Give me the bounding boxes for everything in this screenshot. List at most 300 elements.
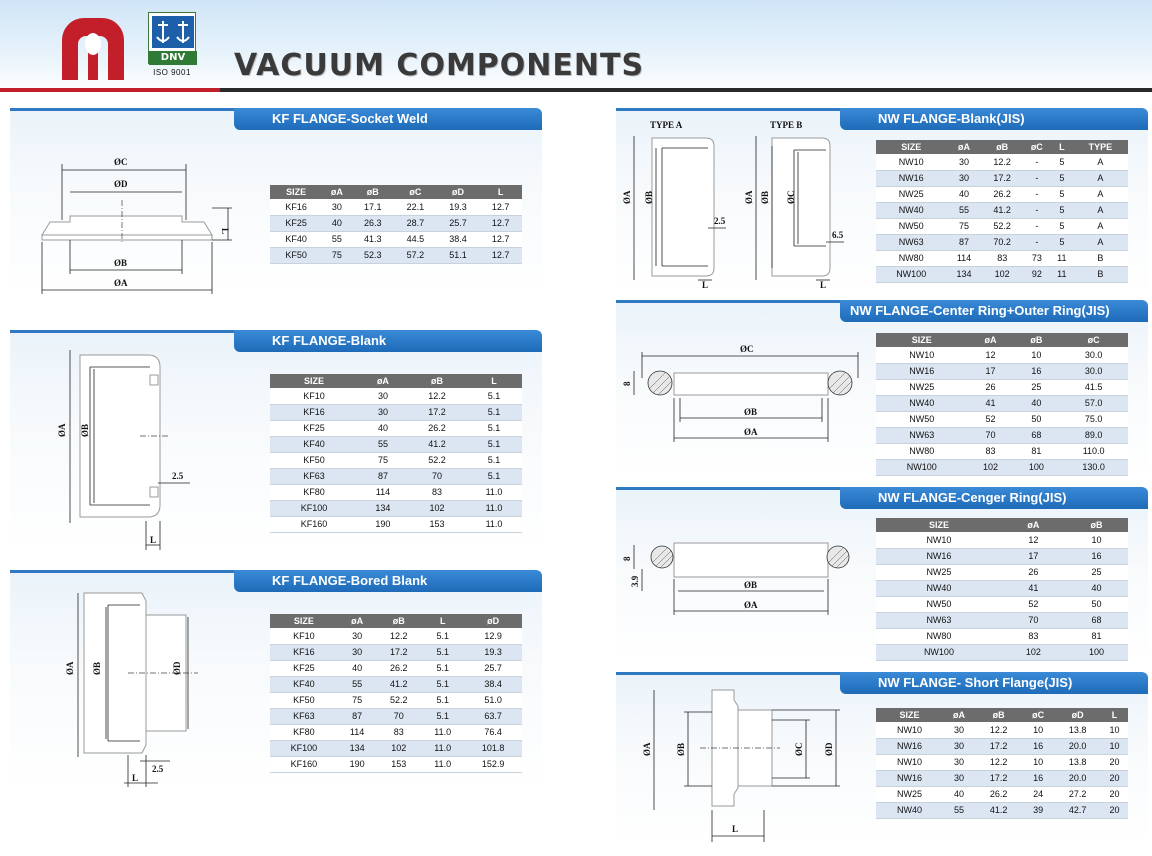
table-row bbox=[270, 724, 522, 740]
table-row bbox=[876, 754, 1128, 770]
kf-bored-blank-diagram bbox=[65, 585, 218, 790]
table-row bbox=[270, 756, 522, 772]
value-cell: 41 bbox=[968, 395, 1014, 411]
column-header: SIZE bbox=[270, 374, 358, 388]
size-cell: KF160 bbox=[270, 756, 338, 772]
table-row bbox=[876, 379, 1128, 395]
table-header-row bbox=[876, 333, 1128, 347]
value-cell: 134 bbox=[358, 500, 408, 516]
value-cell: 17.2 bbox=[376, 644, 421, 660]
value-cell: 5 bbox=[1051, 170, 1073, 186]
value-cell: 75 bbox=[358, 452, 408, 468]
table-row bbox=[876, 202, 1128, 218]
value-cell: 51.1 bbox=[437, 247, 480, 263]
value-cell: 20 bbox=[1101, 802, 1128, 818]
table-row bbox=[876, 218, 1128, 234]
value-cell: 17 bbox=[1002, 548, 1065, 564]
table-row bbox=[876, 395, 1128, 411]
table-row bbox=[270, 708, 522, 724]
value-cell: B bbox=[1073, 250, 1128, 266]
size-cell: NW25 bbox=[876, 786, 943, 802]
size-cell: NW25 bbox=[876, 564, 1002, 580]
table-row bbox=[876, 234, 1128, 250]
value-cell: 30 bbox=[943, 722, 975, 738]
value-cell: 44.5 bbox=[394, 231, 437, 247]
value-cell: 12 bbox=[968, 347, 1014, 363]
value-cell: 25 bbox=[1013, 379, 1059, 395]
dim-label-c: ØC bbox=[114, 157, 128, 167]
value-cell: 30 bbox=[358, 404, 408, 420]
value-cell: 5 bbox=[1051, 154, 1073, 170]
size-cell: KF50 bbox=[270, 247, 322, 263]
value-cell: 40 bbox=[943, 786, 975, 802]
table-row bbox=[876, 170, 1128, 186]
value-cell: 83 bbox=[1002, 628, 1065, 644]
value-cell: 50 bbox=[1065, 596, 1128, 612]
value-cell: 87 bbox=[946, 234, 981, 250]
dim-label-b: ØB bbox=[644, 190, 654, 204]
table-row bbox=[876, 363, 1128, 379]
size-cell: NW100 bbox=[876, 459, 968, 475]
table-row bbox=[876, 786, 1128, 802]
value-cell: A bbox=[1073, 234, 1128, 250]
table-row bbox=[270, 676, 522, 692]
value-cell: 100 bbox=[1065, 644, 1128, 660]
value-cell: 38.4 bbox=[437, 231, 480, 247]
size-cell: NW63 bbox=[876, 427, 968, 443]
size-cell: NW10 bbox=[876, 754, 943, 770]
value-cell: 41.2 bbox=[408, 436, 466, 452]
dim-label-b: ØB bbox=[676, 742, 686, 756]
table-row bbox=[876, 347, 1128, 363]
value-cell: 73 bbox=[1023, 250, 1051, 266]
value-cell: A bbox=[1073, 170, 1128, 186]
table-row bbox=[270, 484, 522, 500]
table-row bbox=[270, 420, 522, 436]
value-cell: 30 bbox=[358, 388, 408, 404]
dim-label-a: ØA bbox=[744, 600, 758, 610]
section-title: KF FLANGE-Socket Weld bbox=[234, 108, 542, 130]
size-cell: KF16 bbox=[270, 644, 338, 660]
panel-rule bbox=[10, 108, 235, 111]
section-title: NW FLANGE-Cenger Ring(JIS) bbox=[840, 487, 1148, 509]
table-header-row bbox=[270, 374, 522, 388]
section-title: NW FLANGE- Short Flange(JIS) bbox=[840, 672, 1148, 694]
size-cell: KF16 bbox=[270, 404, 358, 420]
value-cell: 26.2 bbox=[408, 420, 466, 436]
value-cell: 26 bbox=[968, 379, 1014, 395]
column-header: TYPE bbox=[1073, 140, 1128, 154]
table-row bbox=[876, 628, 1128, 644]
value-cell: 41.5 bbox=[1059, 379, 1128, 395]
value-cell: 57.0 bbox=[1059, 395, 1128, 411]
value-cell: 68 bbox=[1013, 427, 1059, 443]
value-cell: 5.1 bbox=[421, 660, 464, 676]
value-cell: 16 bbox=[1022, 738, 1054, 754]
value-cell: 11.0 bbox=[466, 500, 522, 516]
value-cell: 11 bbox=[1051, 266, 1073, 282]
value-cell: 12.7 bbox=[479, 231, 522, 247]
value-cell: 20 bbox=[1101, 786, 1128, 802]
nw-center-ring-diagram bbox=[620, 535, 870, 625]
value-cell: 5.1 bbox=[421, 708, 464, 724]
panel-rule bbox=[616, 672, 841, 675]
size-cell: NW50 bbox=[876, 218, 946, 234]
dim-label-b: ØB bbox=[114, 258, 128, 268]
size-cell: NW25 bbox=[876, 186, 946, 202]
value-cell: A bbox=[1073, 202, 1128, 218]
dim-label-l-a: L bbox=[702, 280, 709, 290]
value-cell: 52.2 bbox=[982, 218, 1023, 234]
value-cell: 17.2 bbox=[975, 738, 1022, 754]
size-cell: NW50 bbox=[876, 411, 968, 427]
table-row bbox=[876, 770, 1128, 786]
size-cell: KF40 bbox=[270, 676, 338, 692]
table-row bbox=[876, 459, 1128, 475]
table-row bbox=[876, 802, 1128, 818]
dim-label-l: L bbox=[150, 535, 157, 545]
value-cell: 13.8 bbox=[1054, 722, 1101, 738]
dnv-certification-logo bbox=[148, 12, 196, 84]
panel-rule bbox=[616, 487, 841, 490]
column-header: øC bbox=[1023, 140, 1051, 154]
nw-blank-diagram bbox=[622, 118, 852, 288]
value-cell: 40 bbox=[1065, 580, 1128, 596]
table-row bbox=[270, 436, 522, 452]
dim-label-a: ØA bbox=[642, 742, 652, 756]
dim-label-thickness-a: 2.5 bbox=[714, 216, 726, 226]
column-header: SIZE bbox=[876, 140, 946, 154]
dim-label-thickness: 2.5 bbox=[172, 471, 184, 481]
value-cell: 19.3 bbox=[464, 644, 522, 660]
value-cell: 114 bbox=[338, 724, 376, 740]
value-cell: 41.2 bbox=[376, 676, 421, 692]
value-cell: 19.3 bbox=[437, 199, 480, 215]
value-cell: 42.7 bbox=[1054, 802, 1101, 818]
size-cell: KF40 bbox=[270, 231, 322, 247]
value-cell: 17 bbox=[968, 363, 1014, 379]
value-cell: 52.2 bbox=[376, 692, 421, 708]
dim-label-w: 3.9 bbox=[630, 575, 640, 587]
table-row bbox=[270, 628, 522, 644]
dim-label-b: ØB bbox=[744, 407, 758, 417]
value-cell: 5.1 bbox=[466, 468, 522, 484]
value-cell: 5.1 bbox=[466, 436, 522, 452]
value-cell: 12 bbox=[1002, 532, 1065, 548]
table-row bbox=[876, 411, 1128, 427]
value-cell: 55 bbox=[358, 436, 408, 452]
section-title: KF FLANGE-Bored Blank bbox=[234, 570, 542, 592]
value-cell: 28.7 bbox=[394, 215, 437, 231]
table-row bbox=[876, 580, 1128, 596]
table-header-row bbox=[876, 518, 1128, 532]
value-cell: 152.9 bbox=[464, 756, 522, 772]
value-cell: 16 bbox=[1065, 548, 1128, 564]
size-cell: KF160 bbox=[270, 516, 358, 532]
size-cell: NW16 bbox=[876, 770, 943, 786]
table-row bbox=[270, 199, 522, 215]
value-cell: 10 bbox=[1065, 532, 1128, 548]
value-cell: 17.2 bbox=[975, 770, 1022, 786]
value-cell: 70 bbox=[408, 468, 466, 484]
value-cell: - bbox=[1023, 170, 1051, 186]
column-header: øB bbox=[351, 185, 394, 199]
size-cell: KF63 bbox=[270, 468, 358, 484]
value-cell: 10 bbox=[1101, 722, 1128, 738]
column-header: øB bbox=[376, 614, 421, 628]
size-cell: NW100 bbox=[876, 266, 946, 282]
dim-label-h: 8 bbox=[622, 381, 632, 386]
spec-table-nw-center-outer-ring bbox=[876, 333, 1128, 476]
size-cell: NW50 bbox=[876, 596, 1002, 612]
value-cell: 102 bbox=[408, 500, 466, 516]
value-cell: 5.1 bbox=[421, 676, 464, 692]
column-header: øD bbox=[464, 614, 522, 628]
column-header: øA bbox=[1002, 518, 1065, 532]
kf-blank-diagram bbox=[57, 345, 210, 555]
value-cell: 83 bbox=[408, 484, 466, 500]
value-cell: 5.1 bbox=[466, 388, 522, 404]
size-cell: KF16 bbox=[270, 199, 322, 215]
dim-label-thickness: 2.5 bbox=[152, 764, 164, 774]
table-header-row bbox=[270, 185, 522, 199]
value-cell: 11.0 bbox=[466, 516, 522, 532]
table-row bbox=[876, 266, 1128, 282]
company-logo bbox=[62, 14, 124, 80]
value-cell: 30.0 bbox=[1059, 363, 1128, 379]
table-header-row bbox=[876, 708, 1128, 722]
column-header: øC bbox=[394, 185, 437, 199]
value-cell: 102 bbox=[982, 266, 1023, 282]
value-cell: 26.3 bbox=[351, 215, 394, 231]
value-cell: 81 bbox=[1013, 443, 1059, 459]
type-a-label: TYPE A bbox=[650, 120, 683, 130]
value-cell: 114 bbox=[946, 250, 981, 266]
dim-label-a-b: ØA bbox=[744, 190, 754, 204]
value-cell: 30 bbox=[946, 170, 981, 186]
value-cell: 40 bbox=[322, 215, 351, 231]
value-cell: 87 bbox=[338, 708, 376, 724]
size-cell: NW16 bbox=[876, 363, 968, 379]
value-cell: 5 bbox=[1051, 218, 1073, 234]
value-cell: 11 bbox=[1051, 250, 1073, 266]
value-cell: 5.1 bbox=[466, 452, 522, 468]
table-row bbox=[270, 468, 522, 484]
table-row bbox=[270, 404, 522, 420]
column-header: L bbox=[466, 374, 522, 388]
value-cell: 20.0 bbox=[1054, 770, 1101, 786]
dim-label-a: ØA bbox=[622, 190, 632, 204]
panel-rule bbox=[10, 570, 235, 573]
value-cell: 26.2 bbox=[975, 786, 1022, 802]
spec-table-kf-bored-blank bbox=[270, 614, 522, 773]
value-cell: 12.9 bbox=[464, 628, 522, 644]
size-cell: KF80 bbox=[270, 724, 338, 740]
dim-label-b: ØB bbox=[92, 661, 102, 675]
dim-label-l: L bbox=[132, 773, 139, 783]
value-cell: 75 bbox=[322, 247, 351, 263]
value-cell: 52.3 bbox=[351, 247, 394, 263]
value-cell: 102 bbox=[376, 740, 421, 756]
column-header: øA bbox=[358, 374, 408, 388]
value-cell: 5 bbox=[1051, 186, 1073, 202]
column-header: øC bbox=[1059, 333, 1128, 347]
table-row bbox=[876, 644, 1128, 660]
value-cell: 40 bbox=[358, 420, 408, 436]
table-row bbox=[270, 247, 522, 263]
size-cell: NW40 bbox=[876, 202, 946, 218]
column-header: L bbox=[479, 185, 522, 199]
size-cell: NW16 bbox=[876, 548, 1002, 564]
value-cell: 12.2 bbox=[982, 154, 1023, 170]
value-cell: 22.1 bbox=[394, 199, 437, 215]
value-cell: 190 bbox=[338, 756, 376, 772]
size-cell: NW63 bbox=[876, 612, 1002, 628]
value-cell: 51.0 bbox=[464, 692, 522, 708]
value-cell: A bbox=[1073, 154, 1128, 170]
value-cell: 101.8 bbox=[464, 740, 522, 756]
value-cell: - bbox=[1023, 218, 1051, 234]
dim-label-b: ØB bbox=[80, 423, 90, 437]
value-cell: - bbox=[1023, 202, 1051, 218]
column-header: øB bbox=[1013, 333, 1059, 347]
size-cell: NW16 bbox=[876, 738, 943, 754]
table-row bbox=[270, 740, 522, 756]
value-cell: 83 bbox=[376, 724, 421, 740]
value-cell: 20 bbox=[1101, 770, 1128, 786]
value-cell: 10 bbox=[1022, 754, 1054, 770]
size-cell: KF50 bbox=[270, 452, 358, 468]
panel-rule bbox=[616, 108, 841, 111]
value-cell: 30.0 bbox=[1059, 347, 1128, 363]
value-cell: 30 bbox=[338, 628, 376, 644]
value-cell: 68 bbox=[1065, 612, 1128, 628]
spec-table-nw-center-ring bbox=[876, 518, 1128, 661]
value-cell: B bbox=[1073, 266, 1128, 282]
table-row bbox=[270, 516, 522, 532]
dim-label-l: L bbox=[732, 824, 739, 834]
size-cell: NW16 bbox=[876, 170, 946, 186]
value-cell: 30 bbox=[943, 770, 975, 786]
table-row bbox=[876, 186, 1128, 202]
value-cell: 25 bbox=[1065, 564, 1128, 580]
value-cell: 89.0 bbox=[1059, 427, 1128, 443]
dim-label-l-b: L bbox=[820, 280, 827, 290]
size-cell: KF40 bbox=[270, 436, 358, 452]
dnv-label: DNV bbox=[149, 51, 197, 65]
value-cell: 16 bbox=[1013, 363, 1059, 379]
value-cell: 83 bbox=[968, 443, 1014, 459]
value-cell: 38.4 bbox=[464, 676, 522, 692]
table-row bbox=[270, 231, 522, 247]
value-cell: 39 bbox=[1022, 802, 1054, 818]
size-cell: NW10 bbox=[876, 722, 943, 738]
value-cell: 20 bbox=[1101, 754, 1128, 770]
table-row bbox=[270, 500, 522, 516]
value-cell: 30 bbox=[943, 738, 975, 754]
value-cell: 41.3 bbox=[351, 231, 394, 247]
dim-label-a: ØA bbox=[744, 427, 758, 437]
value-cell: 75.0 bbox=[1059, 411, 1128, 427]
spec-table-nw-blank bbox=[876, 140, 1128, 283]
value-cell: 26.2 bbox=[982, 186, 1023, 202]
table-row bbox=[270, 692, 522, 708]
value-cell: 11.0 bbox=[421, 740, 464, 756]
value-cell: 55 bbox=[946, 202, 981, 218]
size-cell: NW100 bbox=[876, 644, 1002, 660]
spec-table-kf-socket-weld bbox=[270, 185, 522, 264]
dim-label-h: 8 bbox=[622, 556, 632, 561]
column-header: øA bbox=[968, 333, 1014, 347]
table-row bbox=[876, 427, 1128, 443]
dim-label-c: ØC bbox=[794, 742, 804, 756]
size-cell: KF10 bbox=[270, 388, 358, 404]
value-cell: 11.0 bbox=[466, 484, 522, 500]
value-cell: 153 bbox=[408, 516, 466, 532]
size-cell: NW80 bbox=[876, 628, 1002, 644]
column-header: øA bbox=[943, 708, 975, 722]
value-cell: 5.1 bbox=[421, 628, 464, 644]
value-cell: 134 bbox=[338, 740, 376, 756]
size-cell: NW25 bbox=[876, 379, 968, 395]
section-title: NW FLANGE-Blank(JIS) bbox=[840, 108, 1148, 130]
size-cell: NW40 bbox=[876, 395, 968, 411]
value-cell: 41 bbox=[1002, 580, 1065, 596]
dim-label-b: ØB bbox=[744, 580, 758, 590]
value-cell: 114 bbox=[358, 484, 408, 500]
value-cell: 12.7 bbox=[479, 247, 522, 263]
column-header: øB bbox=[1065, 518, 1128, 532]
column-header: L bbox=[1051, 140, 1073, 154]
value-cell: 5 bbox=[1051, 202, 1073, 218]
panel-rule bbox=[10, 330, 235, 333]
column-header: øB bbox=[975, 708, 1022, 722]
table-row bbox=[876, 738, 1128, 754]
column-header: øD bbox=[1054, 708, 1101, 722]
value-cell: 70 bbox=[968, 427, 1014, 443]
type-b-label: TYPE B bbox=[770, 120, 803, 130]
value-cell: 12.7 bbox=[479, 199, 522, 215]
table-row bbox=[876, 443, 1128, 459]
table-row bbox=[270, 660, 522, 676]
column-header: øB bbox=[982, 140, 1023, 154]
value-cell: 12.7 bbox=[479, 215, 522, 231]
value-cell: 50 bbox=[1013, 411, 1059, 427]
value-cell: - bbox=[1023, 186, 1051, 202]
value-cell: 12.2 bbox=[975, 754, 1022, 770]
value-cell: 70 bbox=[1002, 612, 1065, 628]
size-cell: KF100 bbox=[270, 500, 358, 516]
value-cell: 12.2 bbox=[975, 722, 1022, 738]
column-header: L bbox=[421, 614, 464, 628]
value-cell: 92 bbox=[1023, 266, 1051, 282]
column-header: SIZE bbox=[270, 185, 322, 199]
column-header: SIZE bbox=[876, 518, 1002, 532]
value-cell: 55 bbox=[338, 676, 376, 692]
nw-short-flange-diagram bbox=[640, 686, 870, 846]
column-header: L bbox=[1101, 708, 1128, 722]
column-header: øD bbox=[437, 185, 480, 199]
table-row bbox=[876, 564, 1128, 580]
size-cell: KF25 bbox=[270, 215, 322, 231]
table-row bbox=[270, 388, 522, 404]
value-cell: 41.2 bbox=[982, 202, 1023, 218]
column-header: SIZE bbox=[876, 708, 943, 722]
size-cell: NW63 bbox=[876, 234, 946, 250]
value-cell: 100 bbox=[1013, 459, 1059, 475]
spec-table-kf-blank bbox=[270, 374, 522, 533]
value-cell: 70 bbox=[376, 708, 421, 724]
